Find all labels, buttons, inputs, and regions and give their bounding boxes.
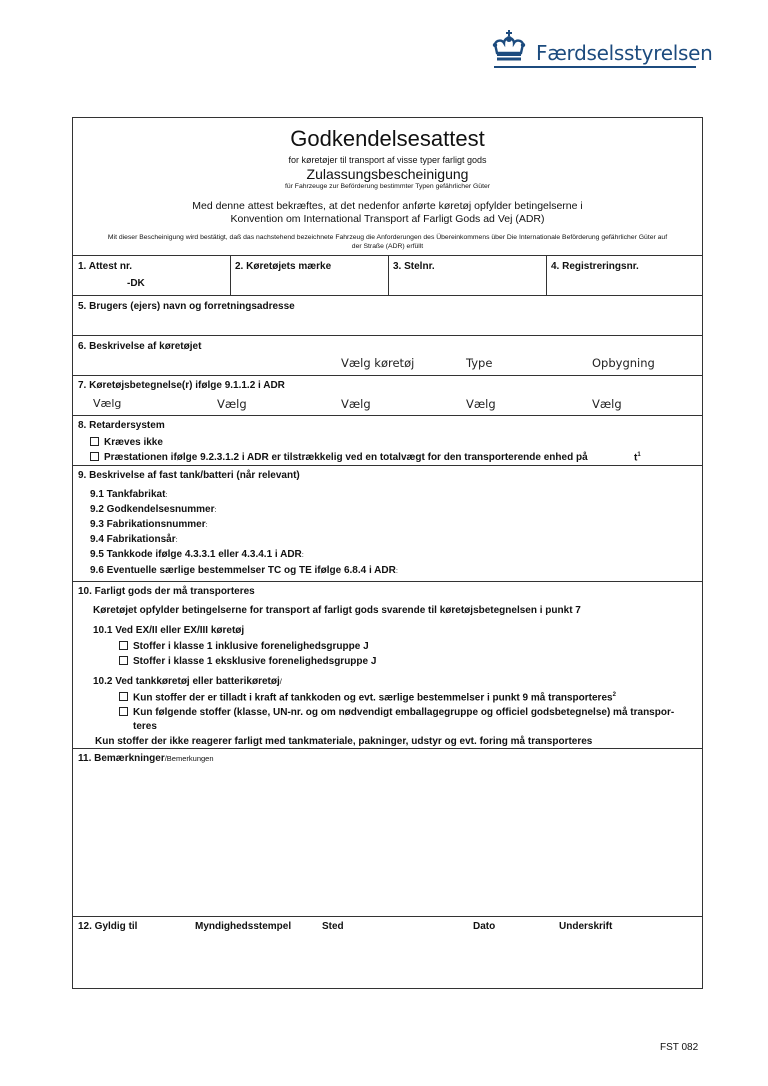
statement-da: Med denne attest bekræftes, at det nedenfor anførte køretøj opfylder betingelserne i Konvention om International Transport af Farligt Gods ad Vej (ADR) xyxy=(192,200,583,225)
form-title-de: Zulassungsbescheinigung xyxy=(306,166,469,182)
owner-label: 5. Brugers (ejers) navn og forretningsadresse xyxy=(78,301,295,312)
logo-underline xyxy=(494,66,696,68)
designation-select-2[interactable]: Vælg xyxy=(217,397,247,411)
dangerous-goods-row xyxy=(73,582,702,749)
option-label: Kræves ikke xyxy=(104,437,163,448)
option-label: Kun følgende stoffer (klasse, UN-nr. og om nødvendigt emballagegruppe og officiel godsbetegnelse) må transpor- xyxy=(133,707,675,718)
vehicle-description-row xyxy=(73,336,702,376)
option-label: Præstationen ifølge 9.2.3.1.2 i ADR er tilstrækkelig ved en totalvægt for den transporterende enhed på xyxy=(104,452,588,463)
crown-icon xyxy=(492,30,526,62)
validity-row xyxy=(73,917,702,988)
form-subtitle-de: für Fahrzeuge zur Beförderung bestimmter Typen gefährlicher Güter xyxy=(284,183,490,190)
attest-nr-field[interactable]: -DK xyxy=(127,278,145,289)
remarks-label: 11. Bemærkninger/Bemerkungen xyxy=(78,753,214,764)
designation-select-5[interactable]: Vælg xyxy=(592,397,622,411)
dangerous-goods-intro: Køretøjet opfylder betingelserne for transport af farligt gods svarende til køretøjsbetegnelsen i punkt 7 xyxy=(93,605,581,616)
fabrication-nr-label: 9.3 Fabrikationsnummer: xyxy=(90,519,208,530)
unit-text: t xyxy=(634,452,638,464)
footnote-2: 2 xyxy=(612,692,616,698)
divider xyxy=(546,256,547,295)
tank-description-label: 9. Beskrivelse af fast tank/batteri (når relevant) xyxy=(78,470,300,481)
ex-vehicle-label: 10.1 Ved EX/II eller EX/III køretøj xyxy=(93,625,245,636)
agency-logo xyxy=(492,30,713,70)
retarder-option-not-required[interactable] xyxy=(90,437,163,448)
certificate-form xyxy=(72,117,703,989)
valid-until-label: 12. Gyldig til xyxy=(78,921,138,932)
option-label: Kun stoffer der er tilladt i kraft af tankkoden og evt. særlige bestemmelser i punkt 9 må transporteres xyxy=(133,692,613,704)
owner-row xyxy=(73,296,702,336)
checkbox[interactable] xyxy=(119,707,128,716)
vehicle-make-label: 2. Køretøjets mærke xyxy=(235,261,332,272)
footnote-1: 1 xyxy=(637,452,641,458)
type-select[interactable]: Type xyxy=(466,356,493,370)
listed-substances-option-cont: teres xyxy=(133,721,157,732)
fabrication-year-label: 9.4 Fabrikationsår: xyxy=(90,534,178,545)
vehicle-select[interactable]: Vælg køretøj xyxy=(341,356,415,370)
retarder-option-sufficient[interactable] xyxy=(90,452,588,463)
vehicle-id-row xyxy=(73,256,702,296)
tank-code-label: 9.5 Tankkode ifølge 4.3.3.1 eller 4.3.4.1 i ADR: xyxy=(90,549,304,560)
special-provisions-label: 9.6 Eventuelle særlige bestemmelser TC og TE ifølge 6.8.4 i ADR: xyxy=(90,565,398,576)
registration-nr-field[interactable] xyxy=(551,276,699,292)
vehicle-designation-label: 7. Køretøjsbetegnelse(r) ifølge 9.1.1.2 i ADR xyxy=(78,380,285,391)
body-select[interactable]: Opbygning xyxy=(592,356,655,370)
weight-unit xyxy=(634,452,641,463)
form-code: FST 082 xyxy=(660,1042,699,1053)
tank-vehicle-label: 10.2 Ved tankkøretøj eller batterikøretøj/ xyxy=(93,676,282,687)
designation-select-4[interactable]: Vælg xyxy=(466,397,496,411)
remarks-row xyxy=(73,749,702,917)
form-subtitle-da: for køretøjer til transport af visse typer farligt gods xyxy=(288,155,487,165)
retarder-row xyxy=(73,416,702,466)
statement-de: Mit dieser Bescheinigung wird bestätigt, daß das nachstehend bezeichnete Fahrzeug die Anforderungen des Übereinkommens über Die Internationale Beförderung gefährlicher Güter auf der Straße (ADR) erfüllt xyxy=(107,234,668,250)
divider xyxy=(388,256,389,295)
place-label: Sted xyxy=(322,921,344,932)
designation-select-1[interactable]: Vælg xyxy=(93,397,122,410)
registration-nr-label: 4. Registreringsnr. xyxy=(551,261,639,272)
chassis-nr-label: 3. Stelnr. xyxy=(393,261,435,272)
form-title: Godkendelsesattest xyxy=(290,126,485,151)
authority-stamp-label: Myndighedsstempel xyxy=(195,921,292,932)
title-block xyxy=(73,118,702,256)
tank-make-label: 9.1 Tankfabrikat: xyxy=(90,489,168,500)
compatibility-note: Kun stoffer der ikke reagerer farligt med tankmateriale, pakninger, udstyr og evt. foring må transporteres xyxy=(95,736,593,747)
tank-description-row xyxy=(73,466,702,582)
checkbox[interactable] xyxy=(119,641,128,650)
retarder-label: 8. Retardersystem xyxy=(78,420,165,431)
divider xyxy=(230,256,231,295)
tank-code-only-option[interactable] xyxy=(119,692,616,703)
vehicle-description-label: 6. Beskrivelse af køretøjet xyxy=(78,341,202,352)
option-label: Stoffer i klasse 1 inklusive forenelighedsgruppe J xyxy=(133,641,369,652)
vehicle-designation-row xyxy=(73,376,702,416)
vehicle-make-field[interactable] xyxy=(235,276,383,292)
owner-field[interactable] xyxy=(78,316,678,332)
class1-excl-option[interactable] xyxy=(119,656,376,667)
designation-select-3[interactable]: Vælg xyxy=(341,397,371,411)
checkbox[interactable] xyxy=(119,656,128,665)
date-label: Dato xyxy=(473,921,496,932)
option-label: Stoffer i klasse 1 eksklusive forenelighedsgruppe J xyxy=(133,656,377,667)
attest-nr-label: 1. Attest nr. xyxy=(78,261,133,272)
checkbox[interactable] xyxy=(90,452,99,461)
checkbox[interactable] xyxy=(90,437,99,446)
chassis-nr-field[interactable] xyxy=(393,276,541,292)
remarks-field[interactable] xyxy=(78,769,693,909)
approval-nr-label: 9.2 Godkendelsesnummer: xyxy=(90,504,217,515)
signature-label: Underskrift xyxy=(559,921,613,932)
checkbox[interactable] xyxy=(119,692,128,701)
class1-incl-option[interactable] xyxy=(119,641,369,652)
dangerous-goods-label: 10. Farligt gods der må transporteres xyxy=(78,586,255,597)
listed-substances-option[interactable] xyxy=(119,707,674,718)
logo-text: Færdselsstyrelsen xyxy=(536,41,713,65)
